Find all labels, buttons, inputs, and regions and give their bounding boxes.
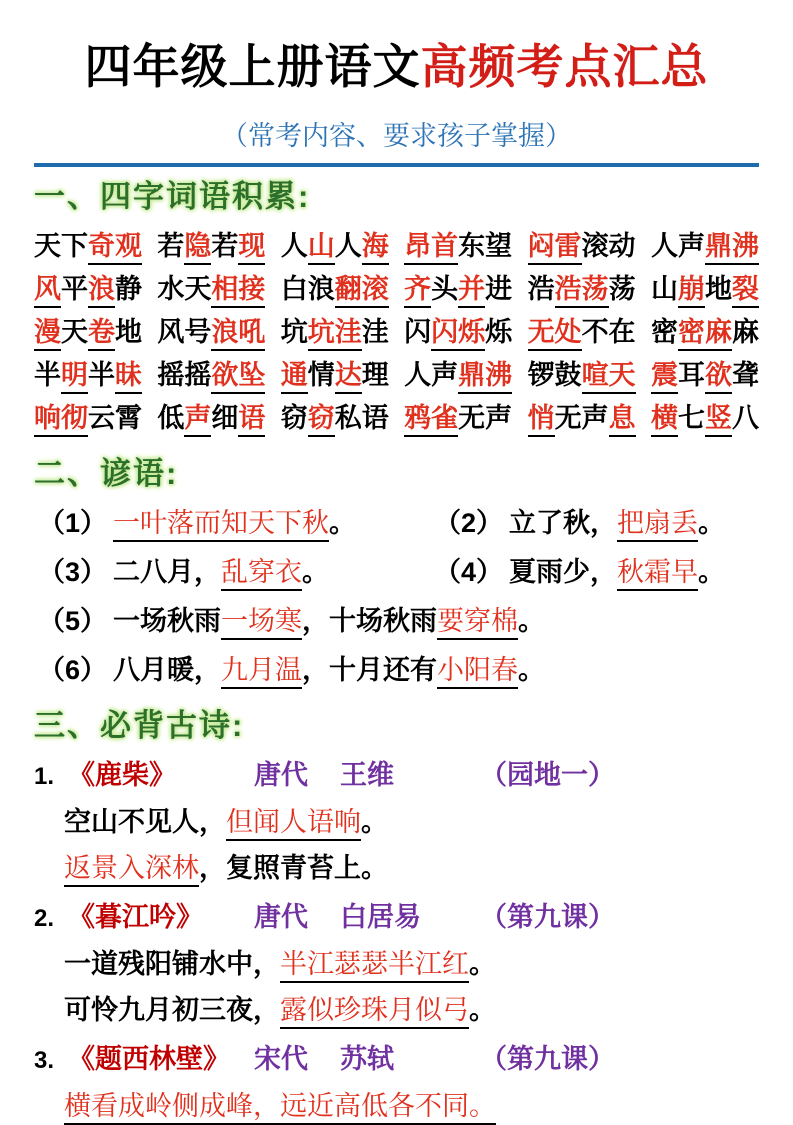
proverb-number: （6） [38, 655, 108, 685]
word-item [404, 317, 512, 348]
highlighted-text-segment: 无处 [528, 317, 582, 351]
highlighted-text-segment: 半江瑟瑟半江红 [280, 949, 469, 983]
word-item [157, 317, 265, 348]
highlighted-text-segment: 闷雷 [528, 231, 582, 265]
text-segment: 。 [469, 995, 496, 1025]
text-segment: 半 [88, 360, 115, 390]
page-title-red-part: 高频考点汇总 [420, 40, 709, 93]
word-item [157, 231, 265, 262]
poem-line [64, 993, 759, 1028]
text-segment: 人 [280, 231, 308, 261]
text-segment: 夏雨少， [509, 557, 618, 587]
word-row [34, 274, 759, 305]
text-segment: 情 [307, 360, 335, 390]
word-item [281, 403, 389, 434]
highlighted-text-segment: 响彻 [34, 403, 88, 437]
highlighted-text-segment: 鸦雀 [404, 403, 458, 437]
word-item [157, 360, 265, 391]
text-segment: 私语 [334, 403, 389, 433]
word-item [404, 231, 512, 262]
text-segment: 。 [698, 508, 726, 538]
highlighted-text-segment: 达 [335, 360, 362, 394]
blue-divider-line [34, 163, 759, 167]
word-item [34, 274, 142, 305]
proverb-item-5 [38, 604, 546, 639]
poem-author: 白居易 [340, 902, 421, 932]
word-item [34, 231, 142, 262]
text-segment: 烁 [485, 317, 513, 347]
highlighted-text-segment: 坑洼 [308, 317, 362, 351]
highlighted-text-segment: 横 [651, 403, 678, 437]
text-segment: 东望 [458, 231, 513, 261]
proverb-number: （1） [38, 508, 108, 538]
poem-header [34, 758, 759, 794]
proverb-text [113, 508, 356, 538]
word-item [651, 274, 759, 305]
text-segment: 一道残阳铺水中， [64, 949, 280, 979]
text-segment: 。 [302, 557, 330, 587]
text-segment: 地 [704, 274, 732, 304]
word-item [157, 403, 265, 434]
text-segment: 闪 [404, 317, 432, 347]
text-segment: 。 [329, 508, 357, 538]
highlighted-text-segment: 隐 [184, 231, 211, 265]
word-item [157, 274, 265, 305]
poem-title: 《暮江吟》 [68, 902, 203, 932]
proverb-number: （3） [38, 557, 108, 587]
highlighted-text-segment: 语 [238, 403, 265, 437]
proverb-text [113, 655, 545, 685]
proverb-text [509, 508, 725, 538]
text-segment: 麻 [731, 317, 759, 347]
highlighted-text-segment: 九月温 [221, 655, 302, 689]
text-segment: 摇摇 [157, 360, 212, 390]
highlighted-text-segment: 卷 [88, 317, 115, 351]
word-grid [34, 231, 759, 434]
poem-line [64, 947, 759, 982]
highlighted-text-segment: 相接 [211, 274, 265, 308]
text-segment: 白浪 [280, 274, 335, 304]
text-segment: 浩 [527, 274, 555, 304]
word-item [281, 360, 389, 391]
highlighted-text-segment: 浪吼 [211, 317, 265, 351]
proverb-row [34, 604, 759, 639]
highlighted-text-segment: 一叶落而知天下秋 [113, 508, 329, 542]
highlighted-text-segment: 鼎沸 [705, 231, 759, 265]
text-segment: 洼 [361, 317, 389, 347]
text-segment: 不在 [581, 317, 636, 347]
highlighted-text-segment: 悄 [528, 403, 555, 437]
text-segment: 天下 [34, 231, 88, 261]
text-segment: 聋 [731, 360, 759, 390]
poem-title: 《题西林壁》 [68, 1044, 230, 1074]
word-item [404, 403, 512, 434]
poem-header [34, 900, 759, 936]
section-heading-words: 一、四字词语积累: [34, 179, 311, 214]
highlighted-text-segment: 山 [308, 231, 335, 265]
proverb-item-3 [38, 555, 434, 590]
word-item [528, 403, 636, 434]
word-row [34, 231, 759, 262]
poem-title: 《鹿柴》 [68, 760, 176, 790]
text-segment: 。 [518, 655, 546, 685]
text-segment: 云霄 [88, 403, 142, 433]
word-item [528, 231, 636, 262]
proverb-number: （5） [38, 606, 108, 636]
poem-line [64, 805, 759, 840]
poem-line [64, 1089, 759, 1124]
text-segment: 水天 [157, 274, 212, 304]
text-segment: 空山不见人， [64, 807, 226, 837]
highlighted-text-segment: 息 [609, 403, 636, 437]
highlighted-text-segment: 乱穿衣 [221, 557, 302, 591]
highlighted-text-segment: 欲坠 [211, 360, 265, 394]
highlighted-text-segment: 风 [34, 274, 61, 308]
text-segment: 理 [361, 360, 389, 390]
proverb-number: （4） [434, 557, 504, 587]
proverb-row [34, 506, 759, 541]
page-title [34, 36, 759, 98]
highlighted-text-segment: 现 [238, 231, 265, 265]
highlighted-text-segment: 明 [61, 360, 88, 394]
word-item [528, 317, 636, 348]
highlighted-text-segment: 漫 [34, 317, 61, 351]
word-item [34, 317, 142, 348]
poem-dynasty: 唐代 [254, 902, 308, 932]
text-segment: 滚动 [581, 231, 636, 261]
word-item [34, 360, 142, 391]
word-row [34, 317, 759, 348]
text-segment: 。 [469, 949, 496, 979]
highlighted-text-segment: 并 [458, 274, 485, 308]
text-segment: 静 [115, 274, 142, 304]
proverb-item-1 [38, 506, 434, 541]
text-segment: 天 [61, 317, 88, 347]
highlighted-text-segment: 闪烁 [431, 317, 485, 351]
text-segment: 半 [34, 360, 61, 390]
highlighted-text-segment: 裂 [732, 274, 759, 308]
poem-author: 王维 [340, 760, 394, 790]
text-segment: 若 [211, 231, 239, 261]
highlighted-text-segment: 齐 [404, 274, 431, 308]
highlighted-text-segment: 窃 [308, 403, 335, 437]
text-segment: 无声 [458, 403, 513, 433]
poem-author: 苏轼 [340, 1044, 394, 1074]
poem-line [64, 851, 759, 886]
text-segment: 二八月， [113, 557, 222, 587]
highlighted-text-segment: 昂首 [404, 231, 458, 265]
text-segment: 荡 [608, 274, 636, 304]
text-segment: 人声 [404, 360, 459, 390]
poem-item-1 [34, 758, 759, 886]
text-segment: 锣鼓 [527, 360, 582, 390]
poem-item-2 [34, 900, 759, 1028]
poem-dynasty: 唐代 [254, 760, 308, 790]
poem-item-3 [34, 1042, 759, 1124]
text-segment: 坑 [280, 317, 308, 347]
proverb-row [34, 653, 759, 688]
proverb-row [34, 555, 759, 590]
poem-lesson-note: （园地一） [480, 760, 615, 790]
highlighted-text-segment: 横看成岭侧成峰，远近高低各不同。 [64, 1091, 496, 1125]
highlighted-text-segment: 昧 [115, 360, 142, 394]
text-segment: 人声 [650, 231, 705, 261]
poem-number: 1. [34, 763, 55, 790]
highlighted-text-segment: 一场寒 [221, 606, 302, 640]
word-item [651, 360, 759, 391]
text-segment: 头 [431, 274, 459, 304]
text-segment: 八 [731, 403, 759, 433]
proverb-text [509, 557, 725, 587]
text-segment: 山 [650, 274, 678, 304]
text-segment: ，十场秋雨 [302, 606, 438, 636]
highlighted-text-segment: 浪 [88, 274, 115, 308]
text-segment: 耳 [677, 360, 705, 390]
word-item [404, 360, 512, 391]
highlighted-text-segment: 浩荡 [555, 274, 609, 308]
text-segment: 。 [518, 606, 546, 636]
text-segment: 无声 [554, 403, 609, 433]
text-segment: 地 [115, 317, 142, 347]
word-item [651, 231, 759, 262]
text-segment: 低 [157, 403, 185, 433]
highlighted-text-segment: 鼎沸 [458, 360, 512, 394]
text-segment: 可怜九月初三夜， [64, 995, 280, 1025]
proverb-text [113, 557, 329, 587]
text-segment: 。 [361, 807, 388, 837]
poem-header [34, 1042, 759, 1078]
highlighted-text-segment: 秋霜早 [617, 557, 698, 591]
text-segment: 八月暖， [113, 655, 222, 685]
word-item [528, 360, 636, 391]
poem-lesson-note: （第九课） [480, 902, 615, 932]
poem-dynasty: 宋代 [254, 1044, 308, 1074]
proverb-text [113, 606, 545, 636]
poem-lesson-note: （第九课） [480, 1044, 615, 1074]
highlighted-text-segment: 要穿棉 [437, 606, 518, 640]
word-item [528, 274, 636, 305]
text-segment: 若 [157, 231, 185, 261]
text-segment: 。 [698, 557, 726, 587]
text-segment: 七 [677, 403, 705, 433]
highlighted-text-segment: 声 [184, 403, 211, 437]
text-segment: 窃 [280, 403, 308, 433]
word-item [34, 403, 142, 434]
text-segment: 人 [334, 231, 362, 261]
highlighted-text-segment: 但闻人语响 [226, 807, 361, 841]
word-item [281, 231, 389, 262]
text-segment: ，十月还有 [302, 655, 438, 685]
highlighted-text-segment: 喧天 [582, 360, 636, 394]
word-item [404, 274, 512, 305]
proverb-item-6 [38, 653, 546, 688]
text-segment: 细 [211, 403, 239, 433]
highlighted-text-segment: 返景入深林 [64, 853, 199, 887]
highlighted-text-segment: 通 [281, 360, 308, 394]
highlighted-text-segment: 奇观 [88, 231, 142, 265]
highlighted-text-segment: 露似珍珠月似弓 [280, 995, 469, 1029]
proverb-item-4 [434, 555, 725, 590]
highlighted-text-segment: 震 [651, 360, 678, 394]
page-title-black-part: 四年级上册语文 [84, 40, 421, 93]
proverb-item-2 [434, 506, 725, 541]
highlighted-text-segment: 翻滚 [335, 274, 389, 308]
poem-number: 3. [34, 1047, 55, 1074]
highlighted-text-segment: 海 [362, 231, 389, 265]
highlighted-text-segment: 密麻 [678, 317, 732, 351]
highlighted-text-segment: 崩 [678, 274, 705, 308]
text-segment: 风号 [157, 317, 212, 347]
text-segment: 进 [485, 274, 513, 304]
word-item [651, 317, 759, 348]
word-row [34, 360, 759, 391]
word-item [651, 403, 759, 434]
page-subtitle: （常考内容、要求孩子掌握） [221, 121, 572, 151]
text-segment: 密 [650, 317, 678, 347]
highlighted-text-segment: 欲 [705, 360, 732, 394]
text-segment: 立了秋， [509, 508, 618, 538]
poem-number: 2. [34, 905, 55, 932]
proverb-number: （2） [434, 508, 504, 538]
word-item [281, 274, 389, 305]
text-segment: ，复照青苔上。 [199, 853, 388, 883]
section-heading-poems: 三、必背古诗: [34, 708, 245, 743]
section-heading-proverbs: 二、谚语: [34, 456, 179, 491]
text-segment: 平 [61, 274, 88, 304]
word-item [281, 317, 389, 348]
highlighted-text-segment: 竖 [705, 403, 732, 437]
highlighted-text-segment: 小阳春 [437, 655, 518, 689]
word-row [34, 403, 759, 434]
text-segment: 一场秋雨 [113, 606, 222, 636]
highlighted-text-segment: 把扇丢 [617, 508, 698, 542]
